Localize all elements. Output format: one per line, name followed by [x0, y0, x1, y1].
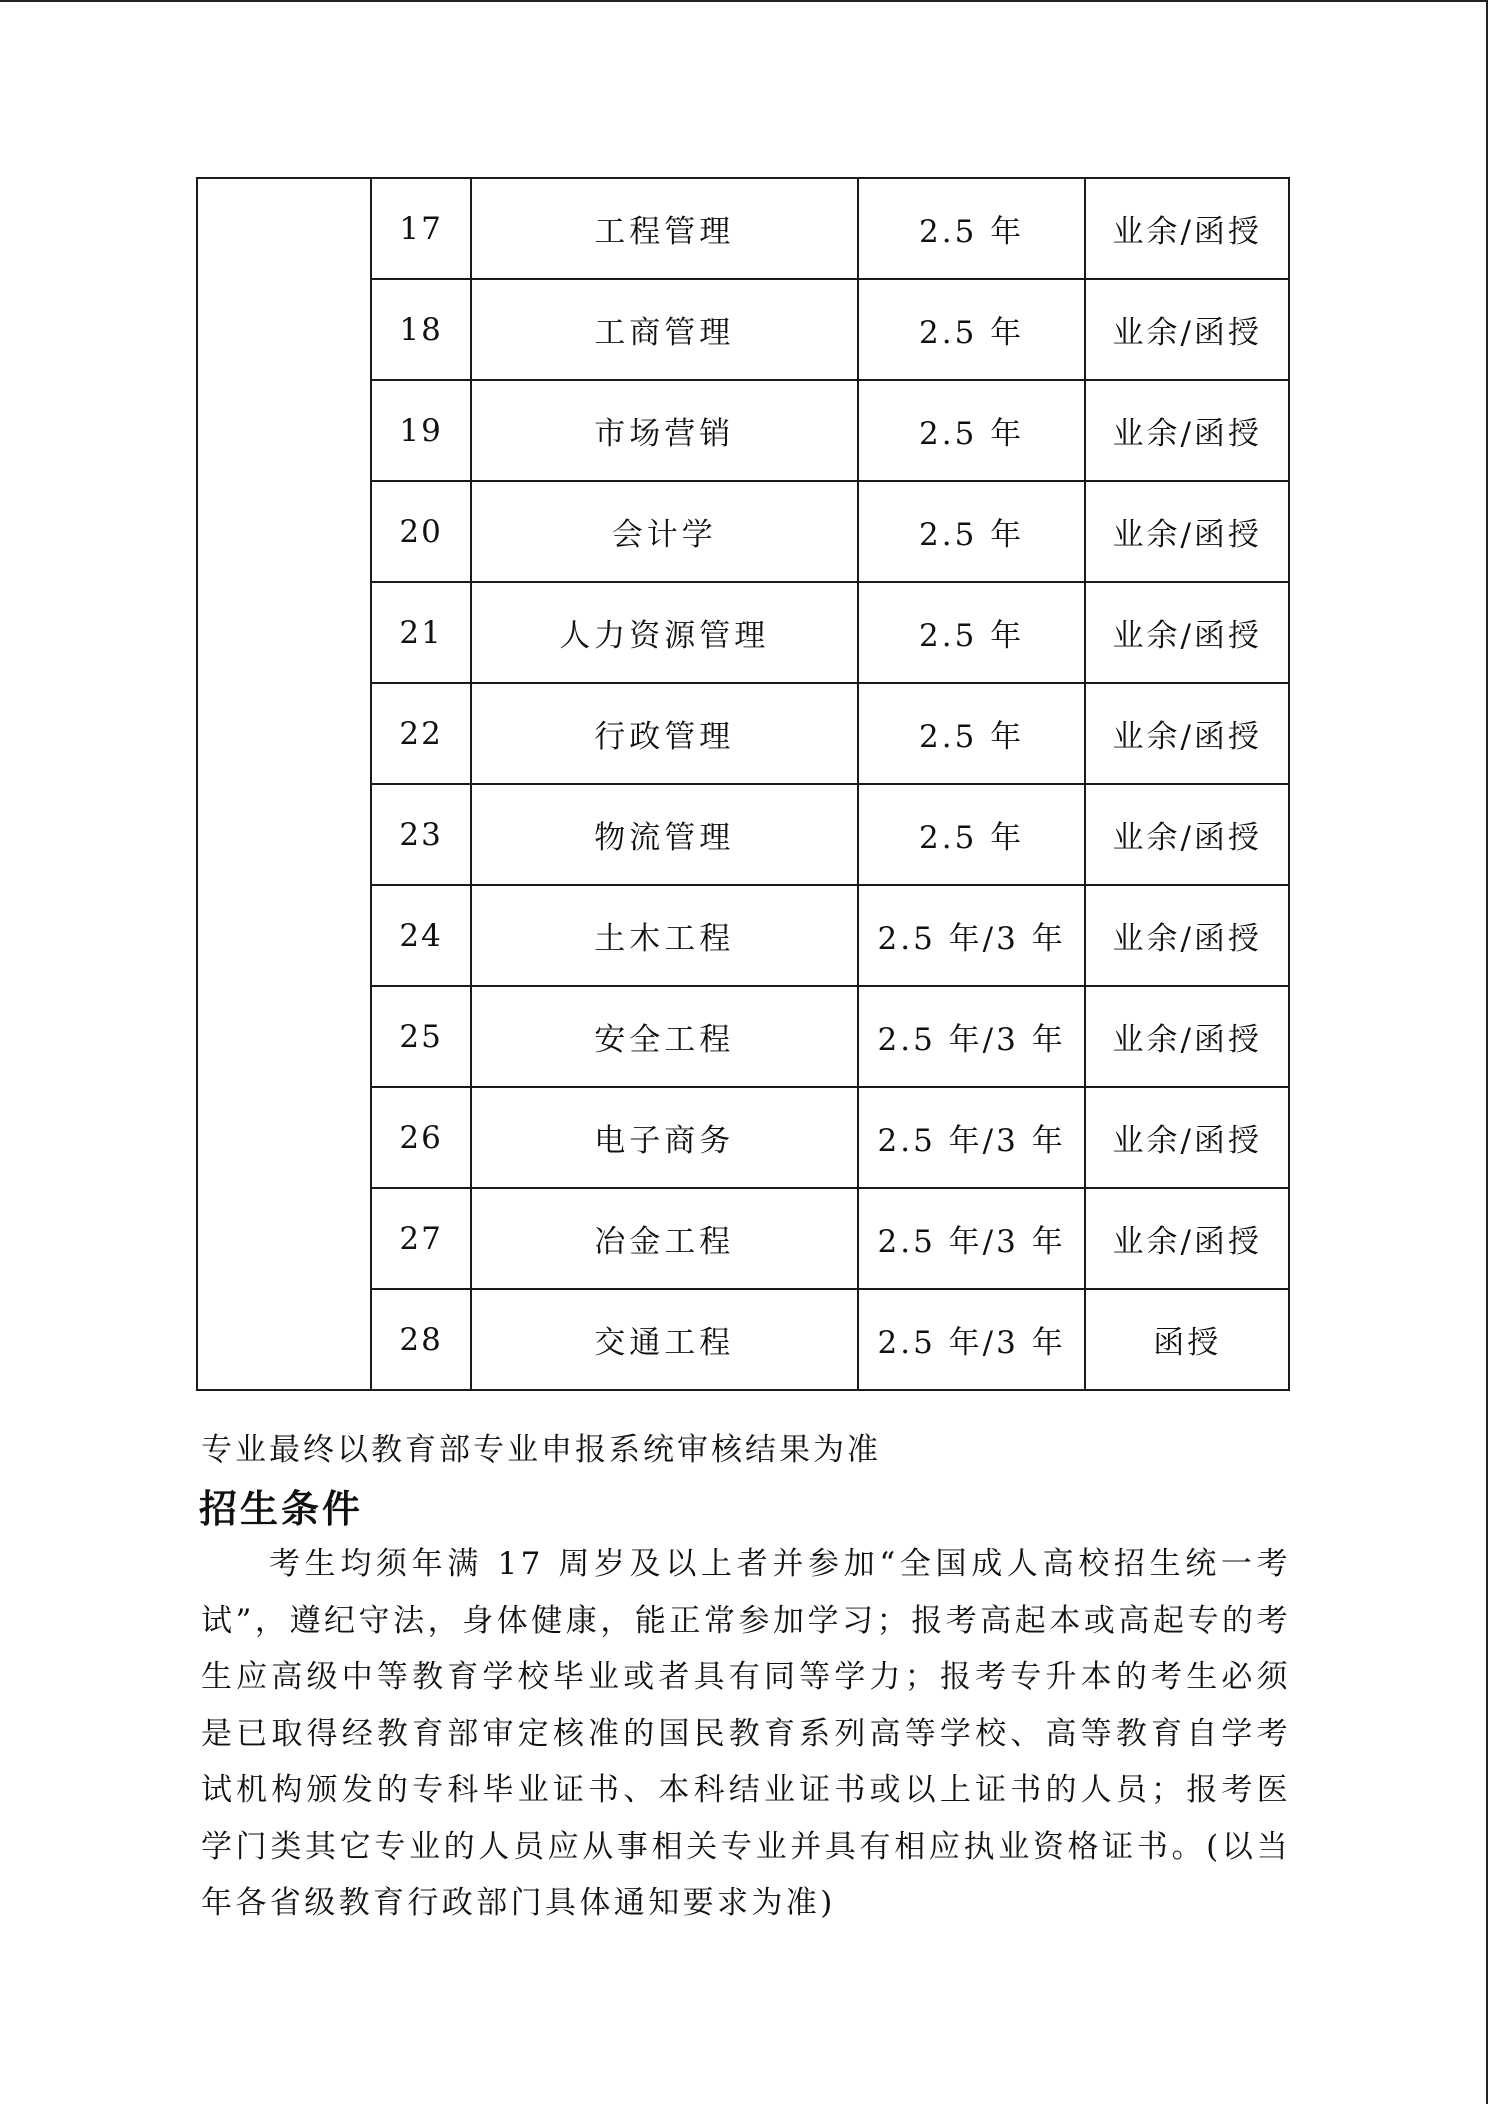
row-number: 22: [371, 683, 470, 784]
row-number: 19: [371, 380, 470, 481]
study-duration: 2.5 年: [858, 683, 1086, 784]
study-duration: 2.5 年: [858, 582, 1086, 683]
major-name: 土木工程: [471, 885, 858, 986]
row-number: 24: [371, 885, 470, 986]
study-duration: 2.5 年/3 年: [858, 986, 1086, 1087]
study-mode: 业余/函授: [1085, 1188, 1289, 1289]
row-number: 25: [371, 986, 470, 1087]
study-mode: 函授: [1085, 1289, 1289, 1390]
study-duration: 2.5 年/3 年: [858, 1087, 1086, 1188]
major-name: 电子商务: [471, 1087, 858, 1188]
study-mode: 业余/函授: [1085, 279, 1289, 380]
major-name: 会计学: [471, 481, 858, 582]
major-name: 交通工程: [471, 1289, 858, 1390]
admission-conditions-paragraph: 考生均须年满 17 周岁及以上者并参加“全国成人高校招生统一考试”，遵纪守法，身体健康，能正常参加学习；报考高起本或高起专的考生应高级中等教育学校毕业或者具有同等学力；报考专升本的考生必须是已取得经教育部审定核准的国民教育系列高等学校、高等教育自学考试机构颁发的专科毕业证书、本科结业证书或以上证书的人员；报考医学门类其它专业的人员应从事相关专业并具有相应执业资格证书。(以当年各省级教育行政部门具体通知要求为准): [201, 1546, 1291, 1921]
table-footnote: 专业最终以教育部专业申报系统审核结果为准: [201, 1432, 881, 1468]
study-duration: 2.5 年: [858, 380, 1086, 481]
study-duration: 2.5 年: [858, 178, 1086, 279]
study-duration: 2.5 年: [858, 279, 1086, 380]
study-duration: 2.5 年/3 年: [858, 1188, 1086, 1289]
row-number: 27: [371, 1188, 470, 1289]
study-duration: 2.5 年/3 年: [858, 885, 1086, 986]
major-name: 冶金工程: [471, 1188, 858, 1289]
study-mode: 业余/函授: [1085, 481, 1289, 582]
study-duration: 2.5 年/3 年: [858, 1289, 1086, 1390]
major-name: 行政管理: [471, 683, 858, 784]
study-mode: 业余/函授: [1085, 683, 1289, 784]
majors-table-body: [197, 178, 1289, 1390]
study-mode: 业余/函授: [1085, 178, 1289, 279]
row-number: 23: [371, 784, 470, 885]
major-name: 安全工程: [471, 986, 858, 1087]
study-mode: 业余/函授: [1085, 784, 1289, 885]
row-number: 21: [371, 582, 470, 683]
table-row: [197, 178, 1289, 279]
study-duration: 2.5 年: [858, 481, 1086, 582]
row-number: 17: [371, 178, 470, 279]
row-number: 18: [371, 279, 470, 380]
major-name: 工商管理: [471, 279, 858, 380]
section-heading: 招生条件: [199, 1487, 364, 1531]
major-name: 工程管理: [471, 178, 858, 279]
study-mode: 业余/函授: [1085, 1087, 1289, 1188]
page-border-top: [0, 0, 1488, 2]
major-name: 物流管理: [471, 784, 858, 885]
row-number: 26: [371, 1087, 470, 1188]
study-mode: 业余/函授: [1085, 885, 1289, 986]
major-name: 市场营销: [471, 380, 858, 481]
row-number: 28: [371, 1289, 470, 1390]
majors-table: [196, 177, 1290, 1391]
study-mode: 业余/函授: [1085, 986, 1289, 1087]
study-mode: 业余/函授: [1085, 582, 1289, 683]
study-mode: 业余/函授: [1085, 380, 1289, 481]
category-cell: [197, 178, 371, 1390]
study-duration: 2.5 年: [858, 784, 1086, 885]
row-number: 20: [371, 481, 470, 582]
major-name: 人力资源管理: [471, 582, 858, 683]
